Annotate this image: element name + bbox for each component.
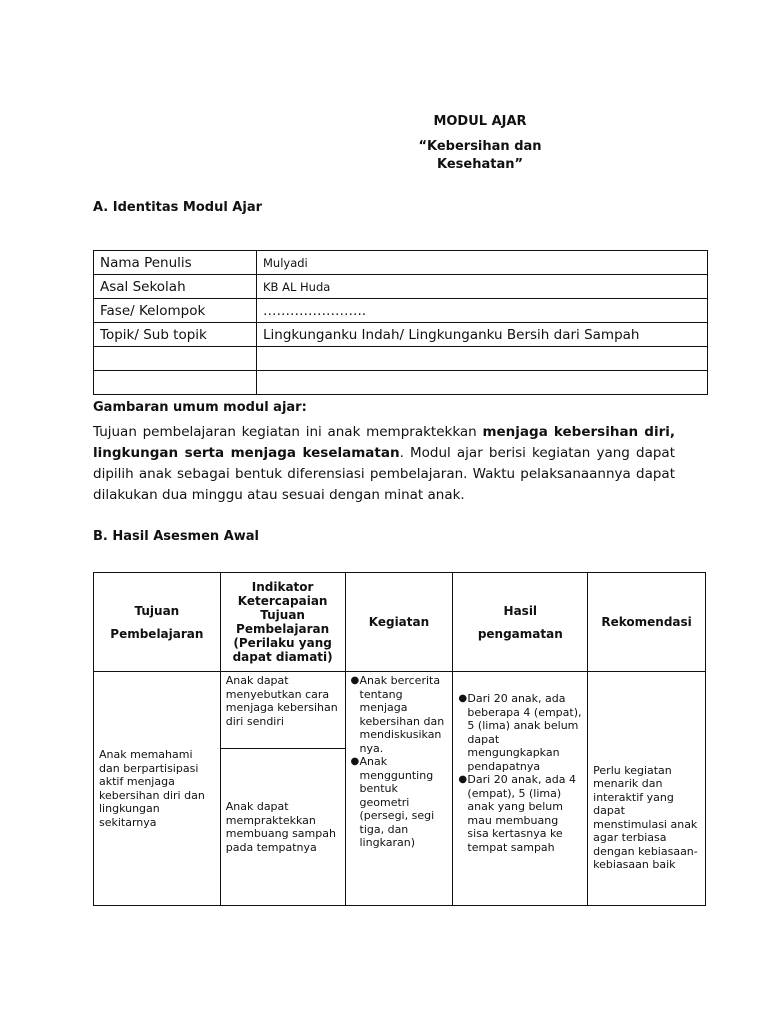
cell-tujuan: Anak memahami dan berpartisipasi aktif menjaga kebersihan diri dan lingkungan sekitarnya <box>94 672 221 906</box>
list-item <box>458 773 582 854</box>
cell-indikator-1: Anak dapat menyebutkan cara menjaga kebersihan diri sendiri <box>220 672 345 749</box>
table-row <box>94 347 708 371</box>
gambaran-heading: Gambaran umum modul ajar: <box>93 400 307 415</box>
cell-rekomendasi: Perlu kegiatan menarik dan interaktif yang dapat menstimulasi anak agar terbiasa dengan kebiasaan-kebiasaan baik <box>588 672 706 906</box>
value-fase-kelompok: ………………….. <box>257 299 708 323</box>
header-hasil-line-1: Hasil <box>503 603 538 618</box>
cell-indikator-2: Anak dapat mempraktekkan membuang sampah pada tempatnya <box>220 749 345 906</box>
list-item <box>351 674 448 755</box>
table-row <box>94 299 708 323</box>
empty-cell <box>257 347 708 371</box>
bullet-icon: ● <box>350 756 360 767</box>
gambaran-text-2: . Modul ajar berisi kegiatan yang dapat dipilih anak sebagai bentuk diferensiasi pembelajaran. Waktu pelaksanaannya dapat dilakukan dua minggu atau sesuai dengan minat anak. <box>93 445 675 503</box>
table-row <box>94 323 708 347</box>
header-hasil <box>453 573 588 672</box>
header-tujuan <box>94 573 221 672</box>
gambaran-text-1: Tujuan pembelajaran kegiatan ini anak mempraktekkan <box>93 424 483 440</box>
empty-cell <box>257 371 708 395</box>
header-tujuan-line-1: Tujuan <box>134 603 180 618</box>
identity-table <box>93 250 708 395</box>
table-row <box>94 275 708 299</box>
header-rekomendasi: Rekomendasi <box>588 573 706 672</box>
gambaran-text-bold: menjaga kebersihan diri, lingkungan serta menjaga keselamatan <box>93 424 675 461</box>
table-row <box>94 672 706 749</box>
asesmen-table <box>93 572 706 906</box>
header-hasil-line-2: pengamatan <box>477 626 563 641</box>
hasil-item-1: Dari 20 anak, ada beberapa 4 (empat), 5 (lima) anak belum dapat mengungkapkan pendapatnya <box>467 692 582 773</box>
kegiatan-item-2: Anak menggunting bentuk geometri (persegi, segi tiga, dan lingkaran) <box>359 755 435 849</box>
table-row <box>94 371 708 395</box>
empty-cell <box>94 347 257 371</box>
table-header-row <box>94 573 706 672</box>
table-row <box>94 251 708 275</box>
section-b-heading: B. Hasil Asesmen Awal <box>93 529 259 544</box>
label-nama-penulis: Nama Penulis <box>94 251 257 275</box>
document-title: MODUL AJAR <box>433 114 527 129</box>
header-indikator: Indikator Ketercapaian Tujuan Pembelajaran (Perilaku yang dapat diamati) <box>220 573 345 672</box>
document-subtitle <box>380 138 580 174</box>
value-asal-sekolah: KB AL Huda <box>257 275 708 299</box>
bullet-icon: ● <box>458 774 468 785</box>
empty-cell <box>94 371 257 395</box>
cell-hasil <box>453 672 588 906</box>
gambaran-paragraph <box>93 422 675 506</box>
header-tujuan-line-2: Pembelajaran <box>110 626 204 641</box>
bullet-icon: ● <box>458 693 468 704</box>
value-topik: Lingkunganku Indah/ Lingkunganku Bersih dari Sampah <box>257 323 708 347</box>
label-fase-kelompok: Fase/ Kelompok <box>94 299 257 323</box>
bullet-icon: ● <box>350 675 360 686</box>
header-kegiatan: Kegiatan <box>345 573 453 672</box>
list-item <box>351 755 448 850</box>
value-nama-penulis: Mulyadi <box>257 251 708 275</box>
label-topik: Topik/ Sub topik <box>94 323 257 347</box>
section-a-heading: A. Identitas Modul Ajar <box>93 200 263 215</box>
kegiatan-item-1: Anak bercerita tentang menjaga kebersihan dan mendiskusikan nya. <box>359 674 445 755</box>
subtitle-line-2: Kesehatan” <box>436 157 524 172</box>
label-asal-sekolah: Asal Sekolah <box>94 275 257 299</box>
list-item <box>458 692 582 773</box>
subtitle-line-1: “Kebersihan dan <box>418 139 542 154</box>
cell-kegiatan <box>345 672 453 906</box>
hasil-item-2: Dari 20 anak, ada 4 (empat), 5 (lima) anak yang belum mau membuang sisa kertasnya ke tempat sampah <box>467 773 576 854</box>
